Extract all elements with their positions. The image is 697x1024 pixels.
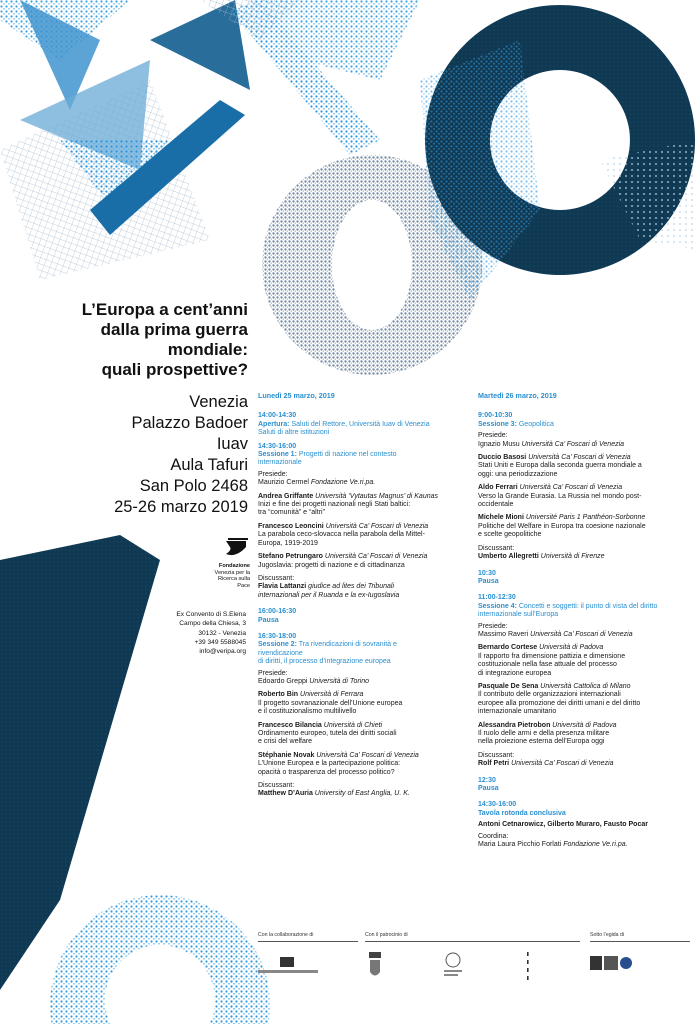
opening-block bbox=[258, 412, 458, 437]
talk-title: Europa, 1919-2019 bbox=[258, 539, 318, 547]
venue-aula: Aula Tafuri bbox=[170, 456, 248, 474]
round-table-title: Tavola rotonda conclusiva bbox=[478, 809, 566, 817]
discussant-label: Discussant: bbox=[258, 574, 295, 582]
coordinator-affiliation: Fondazione Ve.ri.pa. bbox=[561, 841, 628, 849]
aegis-label: Sotto l’egida di bbox=[590, 932, 625, 938]
session-1-chair-aff: Fondazione Ve.ri.pa. bbox=[308, 479, 376, 487]
speaker-affiliation: Università Ca’ Foscari di Venezia bbox=[322, 553, 428, 561]
talk-title: Il progetto sovranazionale dell’Unione europea bbox=[258, 699, 403, 707]
talk-title: nella proiezione esterna dell’Europa oggi bbox=[478, 738, 605, 746]
session-1-title: Sessione 1: bbox=[258, 451, 297, 459]
talk-title: Il ruolo delle armi e della presenza militare bbox=[478, 730, 610, 737]
discussant-name: Flavia Lattanzi bbox=[258, 583, 307, 591]
talk-title: L’Unione Europea e la partecipazione politica: bbox=[258, 760, 401, 768]
talk-title: internazionale umanitario bbox=[478, 708, 557, 716]
speaker-name: Francesco Leoncini bbox=[258, 522, 324, 530]
fondazione-text bbox=[210, 563, 250, 589]
session-3-block bbox=[478, 412, 692, 561]
session-3-title: Sessione 3: bbox=[478, 420, 517, 428]
fondazione-line1: Venezia per la bbox=[214, 569, 250, 576]
talk-title: Il contributo delle organizzazioni internazionali bbox=[478, 691, 621, 699]
discussant-label: Discussant: bbox=[478, 751, 515, 759]
speaker-name: Bernardo Cortese bbox=[478, 644, 538, 652]
speaker-affiliation: Università Ca’ Foscari di Venezia bbox=[526, 454, 631, 462]
discussant-label: Discussant: bbox=[478, 544, 515, 552]
session-2-chair-label: Presiede: bbox=[258, 669, 288, 677]
speaker-affiliation: Università di Padova bbox=[537, 644, 604, 652]
pause-1-time: 10:30 bbox=[478, 569, 496, 577]
session-4-chair-label: Presiede: bbox=[478, 622, 508, 630]
session-3-chair: Ignazio Musu bbox=[478, 440, 520, 448]
opening-desc: Saluti del Rettore, Università Iuav di Venezia bbox=[289, 420, 430, 428]
title-line-1: L’Europa a cent’anni bbox=[81, 300, 248, 319]
session-1-desc-2: internazionale bbox=[258, 459, 302, 467]
talk-title: e il costituzionalismo multilivello bbox=[258, 708, 357, 716]
discussant-affiliation: Università Ca’ Foscari di Venezia bbox=[509, 760, 614, 768]
poster-title bbox=[40, 300, 248, 380]
fondazione-line2: Ricerca sulla bbox=[217, 576, 250, 582]
discussant-affiliation: Università di Firenze bbox=[538, 553, 605, 561]
blue-speckled-ring-bottom bbox=[50, 895, 270, 1024]
venue-block bbox=[40, 392, 248, 518]
speaker-name: Duccio Basosi bbox=[478, 454, 527, 462]
speaker-name: Michele Mioni bbox=[478, 514, 524, 522]
talk-title: Il rapporto fra dimensione pattizia e dimensione bbox=[478, 652, 626, 660]
session-2-chair: Edoardo Greppi bbox=[258, 677, 308, 685]
speaker-affiliation: Università di Ferrara bbox=[298, 691, 364, 699]
speaker-name: Andrea Griffante bbox=[258, 492, 314, 500]
round-table-block bbox=[478, 801, 692, 849]
coordinator-label: Coordina: bbox=[478, 832, 509, 840]
session-2-chair-aff: Università di Torino bbox=[307, 677, 370, 685]
session-4-time: 11:00-12:30 bbox=[478, 594, 516, 602]
session-2-title: Sessione 2: bbox=[258, 641, 297, 649]
session-3-chair-aff: Università Ca’ Foscari di Venezia bbox=[519, 440, 625, 448]
speaker-name: Stefano Petrungaro bbox=[258, 553, 323, 561]
speaker-affiliation: Université Paris 1 Panthéon-Sorbonne bbox=[523, 514, 646, 522]
round-table-participants: Antoni Cetnarowicz, Gilberto Muraro, Fausto Pocar bbox=[478, 821, 648, 829]
title-line-2: dalla prima guerra bbox=[100, 320, 248, 339]
session-4-title: Sessione 4: bbox=[478, 602, 517, 610]
fondazione-line3: Pace bbox=[237, 582, 250, 589]
day-2-date: Martedì 26 marzo, 2019 bbox=[478, 391, 557, 400]
day-1-date: Lunedì 25 marzo, 2019 bbox=[258, 391, 335, 400]
speaker-name: Pasquale De Sena bbox=[478, 682, 539, 690]
session-2-desc-3: di diritti, il processo d’integrazione europea bbox=[258, 658, 391, 666]
speaker-affiliation: Università ‘Vytautas Magnus’ di Kaunas bbox=[313, 492, 439, 500]
speaker-name: Francesco Bilancia bbox=[258, 721, 322, 729]
fondazione-logo bbox=[210, 538, 250, 589]
talk-title: Inizi e fine dei progetti nazionali negli Stati baltici: bbox=[258, 501, 411, 509]
speaker-name: Stéphanie Novak bbox=[258, 751, 315, 759]
discussant-affiliation: giudice ad lites dei Tribunali bbox=[306, 583, 395, 591]
pause-2-label: Pausa bbox=[478, 785, 499, 793]
session-1-desc: Progetti di nazione nel contesto bbox=[296, 451, 397, 459]
session-4-chair-aff: Università Ca’ Foscari di Venezia bbox=[528, 630, 633, 638]
speaker-affiliation: Università di Padova bbox=[550, 721, 617, 729]
discussant-affiliation: University of East Anglia, U. K. bbox=[312, 790, 410, 798]
fondazione-name: Fondazione bbox=[218, 563, 250, 569]
footer-divider bbox=[590, 941, 690, 942]
opening-title: Apertura: bbox=[258, 420, 290, 428]
ca-foscari-logo-icon bbox=[440, 952, 466, 980]
footer-divider bbox=[258, 941, 358, 942]
pause-block bbox=[258, 608, 458, 625]
session-4-desc: Concetti e soggetti: il punto di vista del diritto bbox=[516, 602, 658, 610]
talk-title: occidentale bbox=[478, 501, 514, 509]
address-line-3: 30132 - Venezia bbox=[198, 629, 246, 637]
collaboration-label: Con la collaborazione di bbox=[258, 932, 314, 938]
talk-title: opacità o trasparenza del processo politico? bbox=[258, 768, 395, 776]
title-line-4: quali prospettive? bbox=[101, 360, 248, 379]
discussant-name: Matthew D’Auria bbox=[258, 790, 313, 798]
program-day-2 bbox=[478, 392, 692, 854]
title-line-3: mondiale: bbox=[167, 340, 248, 359]
address-line-1: Ex Convento di S.Elena bbox=[176, 611, 246, 618]
session-1-block bbox=[258, 443, 458, 601]
venue-city: Venezia bbox=[189, 393, 248, 411]
speaker-affiliation: Università Ca’ Foscari di Venezia bbox=[323, 522, 429, 530]
pause-1-block bbox=[478, 570, 692, 587]
discussant-name: Umberto Allegretti bbox=[478, 553, 539, 561]
talk-title: di integrazione europea bbox=[478, 669, 552, 677]
talk-title: Politiche del Welfare in Europa tra coesione nazionale bbox=[478, 522, 646, 530]
speaker-affiliation: Università Ca’ Foscari di Venezia bbox=[314, 751, 419, 759]
organizer-address bbox=[150, 610, 246, 656]
session-2-desc-2: rivendicazione bbox=[258, 649, 303, 657]
talk-title: e scelte geopolitiche bbox=[478, 531, 542, 539]
speaker-affiliation: Università di Chieti bbox=[321, 721, 383, 729]
coordinator-name: Maria Laura Picchio Forlati bbox=[478, 841, 562, 849]
discussant-name: Rolf Petri bbox=[478, 760, 510, 768]
venue-dates: 25-26 marzo 2019 bbox=[114, 498, 248, 516]
talk-title: Verso la Grande Eurasia. La Russia nel mondo post- bbox=[478, 492, 642, 500]
aegis-logos-icon bbox=[590, 956, 634, 970]
speaker-name: Roberto Bin bbox=[258, 691, 299, 699]
venue-iuav: Iuav bbox=[216, 435, 248, 453]
speaker-affiliation: Università Cattolica di Milano bbox=[538, 682, 631, 690]
phone-number: +39 349 5588045 bbox=[194, 638, 246, 646]
session-3-desc: Geopolitica bbox=[516, 420, 554, 428]
talk-title: costituzionale nella fase attuale del processo bbox=[478, 661, 617, 669]
pause-label: Pausa bbox=[258, 616, 279, 624]
session-4-chair: Massimo Raveri bbox=[478, 630, 529, 638]
pause-time: 16:00-16:30 bbox=[258, 608, 297, 616]
patronage-label: Con il patrocinio di bbox=[365, 932, 408, 938]
talk-title: europee alla promozione dei diritti umani e del diritto bbox=[478, 699, 641, 707]
session-3-time: 9:00-10:30 bbox=[478, 412, 513, 420]
opening-time: 14:00-14:30 bbox=[258, 412, 297, 420]
address-line-2: Campo della Chiesa, 3 bbox=[179, 620, 246, 628]
talk-title: Stati Uniti e Europa dalla seconda guerra mondiale a bbox=[478, 462, 642, 470]
session-2-desc: Tra rivendicazioni di sovranità e bbox=[296, 641, 397, 649]
footer-divider bbox=[365, 941, 580, 942]
talk-title: oggi: una periodizzazione bbox=[478, 470, 558, 478]
city-crest-logo-icon bbox=[368, 952, 382, 980]
talk-title: La parabola ceco-slovacca nella parabola della Mittel- bbox=[258, 531, 425, 539]
talk-title: tra “comunità” e “altri” bbox=[258, 509, 325, 517]
talk-title: Jugoslavia: progetti di nazione e di cittadinanza bbox=[258, 561, 405, 569]
pause-2-block bbox=[478, 777, 692, 794]
blue-bar-bottom bbox=[228, 940, 236, 1024]
regione-veneto-logo-icon bbox=[258, 955, 318, 977]
discussant-affiliation-2: internazionali per il Ruanda e la ex-Iugoslavia bbox=[258, 591, 400, 599]
speaker-name: Alessandra Pietrobon bbox=[478, 721, 551, 729]
venue-address: San Polo 2468 bbox=[139, 477, 248, 495]
opening-desc-2: Saluti di altre istituzioni bbox=[258, 429, 330, 437]
session-4-block bbox=[478, 594, 692, 768]
talk-title: e crisi del welfare bbox=[258, 738, 313, 746]
talk-title: Ordinamento europeo, tutela dei diritti sociali bbox=[258, 730, 397, 737]
venue-palazzo: Palazzo Badoer bbox=[131, 414, 248, 432]
discussant-label: Discussant: bbox=[258, 782, 295, 790]
email-link[interactable]: info@veripa.org bbox=[199, 648, 246, 656]
session-4-desc-2: internazionale sull’Europa bbox=[478, 611, 559, 619]
session-1-chair: Maurizio Cermel bbox=[258, 479, 309, 487]
session-1-time: 14:30-16:00 bbox=[258, 442, 297, 450]
session-2-time: 16:30-18:00 bbox=[258, 632, 297, 640]
session-2-block bbox=[258, 633, 458, 799]
session-1-chair-label: Presiede: bbox=[258, 470, 288, 478]
session-3-chair-label: Presiede: bbox=[478, 432, 508, 440]
program-day-1 bbox=[258, 392, 458, 804]
round-table-time: 14:30-16:00 bbox=[478, 801, 517, 809]
dove-logo-icon bbox=[222, 538, 248, 558]
iuav-logo-icon bbox=[524, 950, 532, 982]
speaker-affiliation: Università Ca’ Foscari di Venezia bbox=[517, 484, 623, 492]
pause-1-label: Pausa bbox=[478, 577, 499, 585]
pause-2-time: 12:30 bbox=[478, 776, 496, 784]
speaker-name: Aldo Ferrari bbox=[478, 484, 518, 492]
